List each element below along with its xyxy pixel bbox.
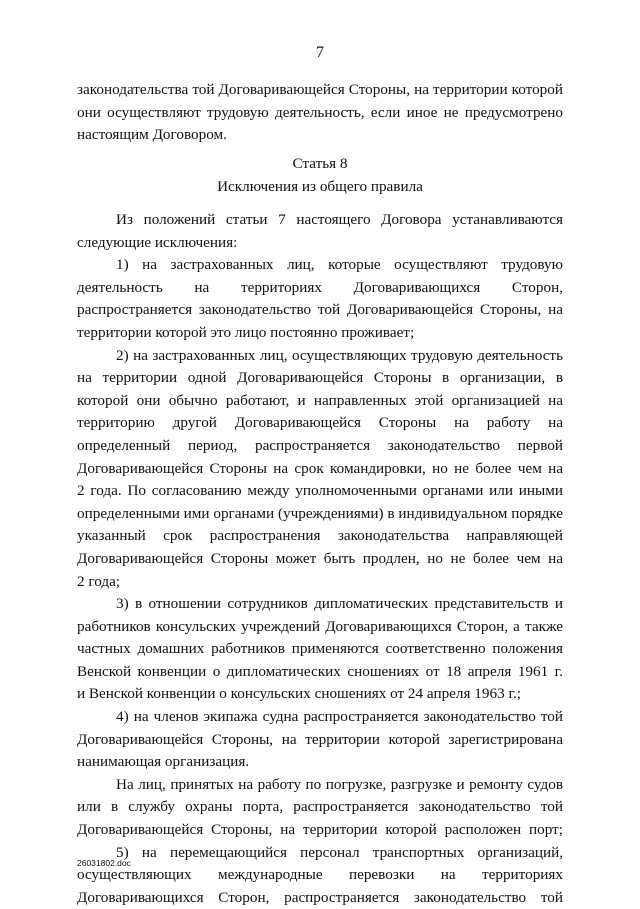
text-line: Венской конвенции о дипломатических сношениях от 18 апреля 1961 г.: [77, 662, 563, 680]
text-line: Договаривающейся Стороны может быть продлен, но не более чем на: [77, 549, 563, 567]
article-heading: [77, 153, 563, 198]
text-line: 2) на застрахованных лиц, осуществляющих трудовую деятельность: [116, 346, 563, 364]
text-line: определенными ими органами (учреждениями) в индивидуальном порядке: [77, 504, 563, 522]
intro-paragraph: [77, 79, 563, 147]
text-line: работников консульских учреждений Договаривающихся Сторон, а также: [77, 617, 563, 635]
text-line: Договаривающейся Стороны на срок командировки, но не более чем на: [77, 459, 563, 477]
text-line: или в службу охраны порта, распространяется законодательство той: [77, 798, 563, 816]
text-line: и Венской конвенции о консульских сношениях от 24 апреля 1963 г.;: [77, 685, 521, 703]
text-line: определенный период, распространяется законодательство первой: [77, 436, 563, 454]
text-line: следующие исключения:: [77, 233, 238, 251]
text-line: 2 года. По согласованию между уполномоченными органами или иными: [77, 482, 563, 500]
text-line: 1) на застрахованных лиц, которые осуществляют трудовую: [116, 256, 563, 274]
text-line: они осуществляют трудовую деятельность, если иное не предусмотрено: [77, 103, 563, 121]
text-line: 4) на членов экипажа судна распространяется законодательство той: [116, 708, 563, 726]
text-line: законодательства той Договаривающейся Стороны, на территории которой: [77, 81, 563, 98]
text-line: на территории одной Договаривающейся Стороны в организации, в: [77, 369, 563, 387]
article-body: [77, 209, 563, 909]
text-line: деятельность на территориях Договаривающихся Сторон,: [77, 278, 563, 296]
text-line: настоящим Договором.: [77, 126, 227, 144]
article-title: Исключения из общего правила: [217, 177, 423, 195]
text-line: Из положений статьи 7 настоящего Договора устанавливаются: [116, 211, 563, 228]
text-line: территории которой это лицо постоянно проживает;: [77, 323, 415, 341]
article-number: Статья 8: [292, 155, 348, 172]
text-line: На лиц, принятых на работу по погрузке, разгрузке и ремонту судов: [116, 775, 563, 793]
text-line: территорию другой Договаривающейся Стороны на работу на: [77, 414, 563, 432]
text-line: распространяется законодательство той Договаривающейся Стороны, на: [77, 301, 563, 319]
text-line: осуществляющих международные перевозки на территориях: [77, 866, 563, 884]
text-line: Договаривающейся Стороны, на территории которой расположен порт;: [77, 821, 563, 839]
page-number: 7: [316, 44, 324, 61]
text-line: нанимающая организация.: [77, 753, 250, 771]
text-line: Договаривающейся Стороны, на территории которой зарегистрирована: [77, 730, 563, 748]
text-line: указанный срок распространения законодательства направляющей: [77, 527, 563, 545]
text-line: Договаривающихся Сторон, распространяется законодательство той: [77, 888, 563, 906]
footer-document-code: 26031802.doc: [77, 858, 131, 868]
text-line: частных домашних работников применяются соответственно положения: [77, 640, 563, 658]
text-line: 5) на перемещающийся персонал транспортных организаций,: [116, 843, 563, 861]
text-line: 2 года;: [77, 572, 121, 590]
text-line: которой они обычно работают, и направленных этой организацией на: [77, 391, 563, 409]
text-line: 3) в отношении сотрудников дипломатических представительств и: [116, 595, 563, 613]
